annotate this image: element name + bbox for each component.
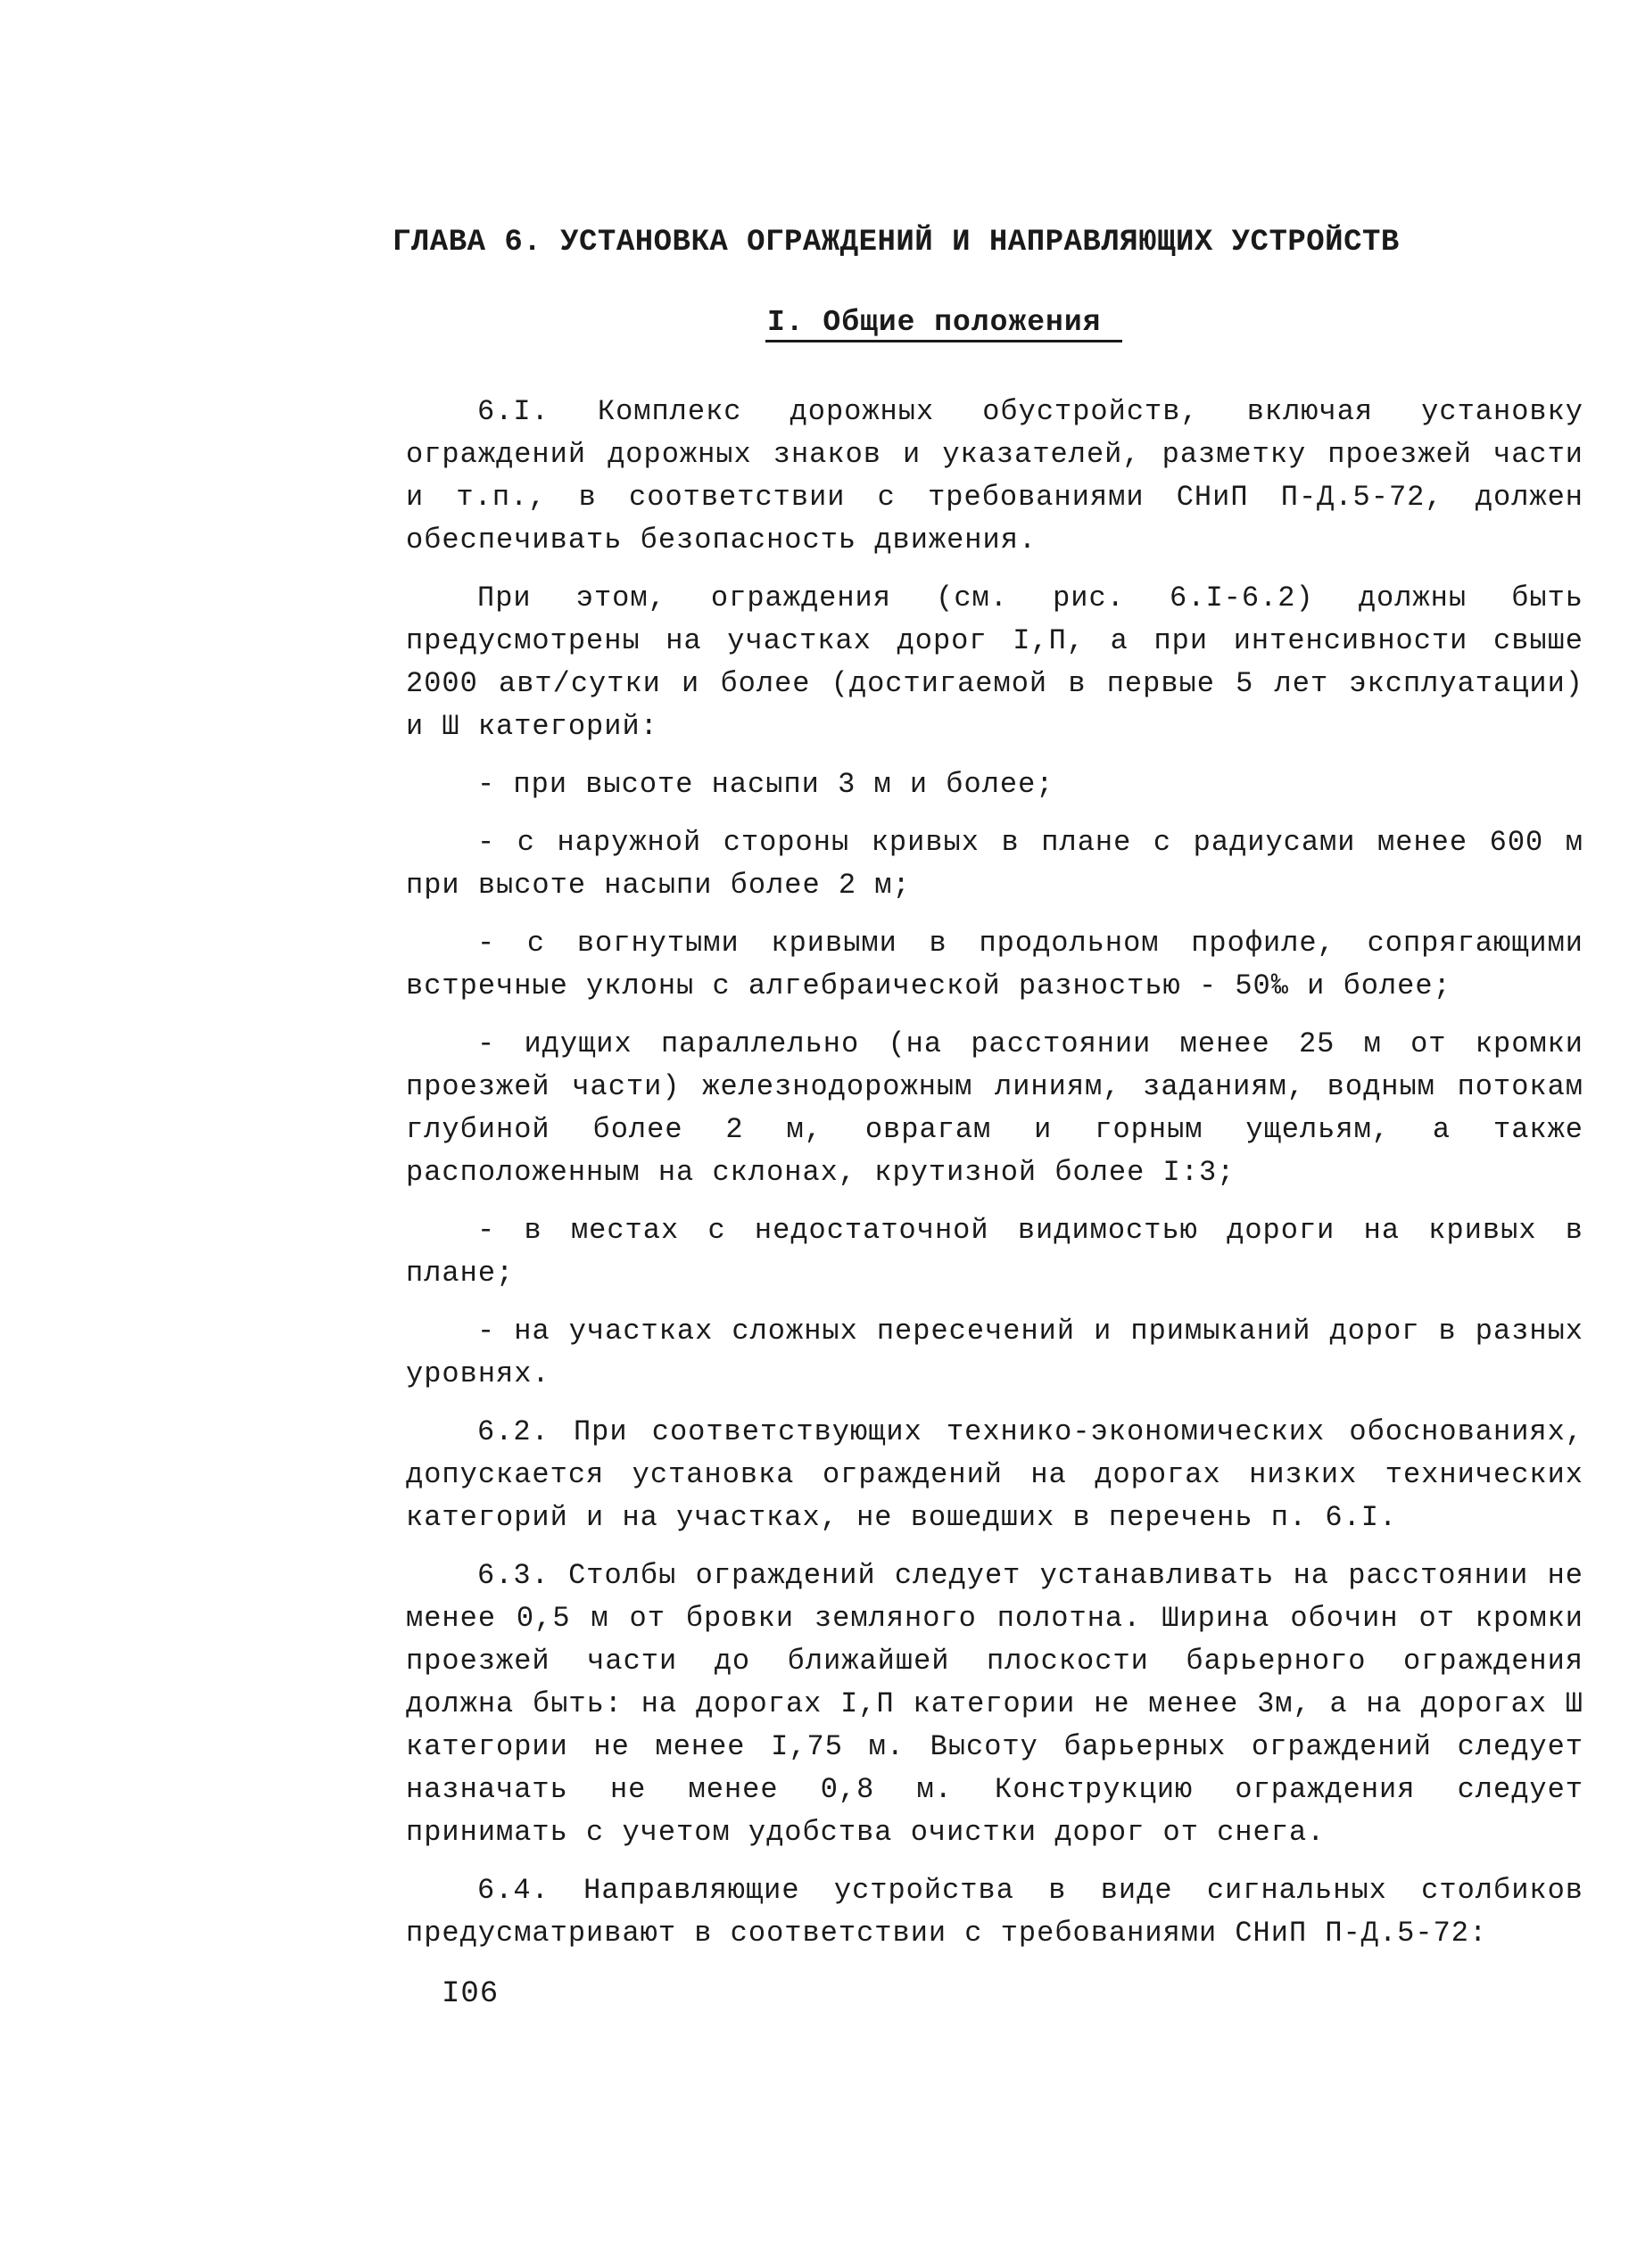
paragraph-6-3: 6.3. Столбы ограждений следует устанавливать на расстоянии не менее 0,5 м от бровки земляного полотна. Ширина обочин от кромки проезжей части до ближайшей плоскости барьерного ограждения должна быть: на дорогах I,П категории не менее 3м, а на дорогах Ш категории не менее I,75 м. Высоту барьерных ограждений следует назначать не менее 0,8 м. Конструкцию ограждения следует принимать с учетом удобства очистки дорог от снега. (406, 1559, 1583, 1849)
section-title-underline (765, 340, 1122, 342)
list-item-embankment-height: - при высоте насыпи 3 м и более; (477, 768, 1054, 801)
list-item-curve-radius: - с наружной стороны кривых в плане с радиусами менее 600 м при высоте насыпи более 2 м; (406, 826, 1583, 902)
paragraph-barrier-conditions: При этом, ограждения (см. рис. 6.I-6.2) должны быть предусмотрены на участках дорог I,П, а при интенсивности свыше 2000 авт/сутки и более (достигаемой в первые 5 лет эксплуатации) и Ш категорий: (406, 581, 1583, 743)
paragraph-6-1: 6.I. Комплекс дорожных обустройств, включая установку ограждений дорожных знаков и указателей, разметку проезжей части и т.п., в соответствии с требованиями СНиП П-Д.5-72, должен обеспечивать безопасность движения. (406, 395, 1583, 557)
list-item-parallel-hazards: - идущих параллельно (на расстоянии менее 25 м от кромки проезжей части) железнодорожным линиям, заданиям, водным потокам глубиной более 2 м, оврагам и горным ущельям, а также расположенным на склонах, крутизной более I:3; (406, 1027, 1583, 1189)
page-number: I06 (442, 1977, 500, 2011)
chapter-title: ГЛАВА 6. УСТАНОВКА ОГРАЖДЕНИЙ И НАПРАВЛЯЮЩИХ УСТРОЙСТВ (393, 226, 1400, 260)
list-item-complex-intersections: - на участках сложных пересечений и примыканий дорог в разных уровнях. (406, 1315, 1583, 1390)
section-title: I. Общие положения (767, 306, 1102, 339)
list-item-poor-visibility: - в местах с недостаточной видимостью дороги на кривых в плане; (406, 1214, 1583, 1290)
body-text (406, 391, 1583, 1970)
paragraph-6-4: 6.4. Направляющие устройства в виде сигнальных столбиков предусматривают в соответствии с требованиями СНиП П-Д.5-72: (406, 1874, 1583, 1950)
list-item-concave-curves: - с вогнутыми кривыми в продольном профиле, сопрягающими встречные уклоны с алгебраической разностью - 50‰ и более; (406, 927, 1583, 1002)
paragraph-6-2: 6.2. При соответствующих технико-экономических обоснованиях, допускается установка ограждений на дорогах низких технических категорий и на участках, не вошедших в перечень п. 6.I. (406, 1415, 1583, 1534)
